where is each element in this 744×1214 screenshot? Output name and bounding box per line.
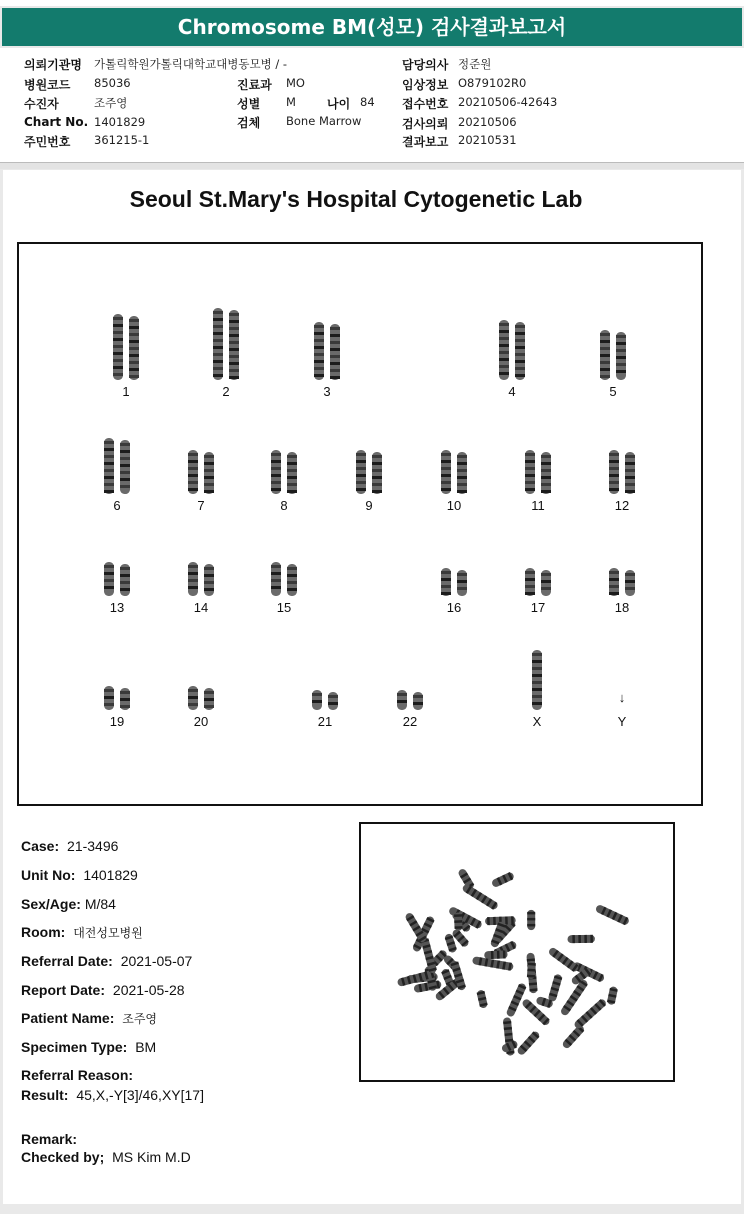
chromosome-label-12: 12: [614, 498, 630, 513]
room-label: Room:: [21, 924, 66, 940]
case-field: [21, 838, 118, 854]
karyogram-image: [19, 244, 701, 804]
report-title: Chromosome BM(성모) 검사결과보고서: [177, 15, 567, 39]
chromosome-22: [397, 690, 423, 710]
room-value: 대전성모병원: [73, 926, 143, 940]
hospital-code-label: 병원코드: [24, 78, 71, 92]
chromosome-17: [525, 568, 551, 596]
chromosome-21: [312, 690, 338, 710]
report-title-bar: [2, 8, 742, 46]
chromosome-label-X: X: [532, 714, 542, 729]
remark-field: [21, 1131, 77, 1147]
chromosome-20: [188, 686, 214, 710]
resident-no-value: 361215-1: [94, 133, 150, 147]
spread-chromosome: [559, 978, 588, 1016]
chromosome-11: [525, 450, 551, 494]
specimen-type-value: BM: [135, 1039, 157, 1055]
chromosome-label-8: 8: [280, 498, 288, 513]
referral-date-label: Referral Date:: [21, 953, 113, 969]
chromosome-label-15: 15: [276, 600, 292, 615]
checked-by-field: [21, 1149, 191, 1165]
department-label: 진료과: [237, 78, 272, 92]
spread-chromosome: [476, 989, 488, 1008]
spread-chromosome: [547, 946, 580, 973]
karyotype-report: [3, 170, 741, 1204]
chromosome-13: [104, 562, 130, 596]
chart-no-value: 1401829: [94, 115, 146, 129]
spread-chromosome: [527, 961, 536, 980]
chromosome-1: [113, 314, 139, 380]
result-value: 45,X,-Y[3]/46,XY[17]: [76, 1087, 204, 1103]
request-date-label: 검사의뢰: [402, 117, 449, 131]
chromosome-label-16: 16: [446, 600, 462, 615]
specimen-label: 검체: [237, 116, 261, 130]
doctor-label: 담당의사: [402, 58, 449, 72]
spread-chromosome: [548, 973, 563, 1002]
sex-age-label: Sex/Age:: [21, 896, 81, 912]
lab-title: Seoul St.Mary's Hospital Cytogenetic Lab: [129, 186, 583, 212]
patient-name-field: [21, 1010, 157, 1027]
karyogram-panel: [17, 242, 703, 806]
spread-chromosome: [505, 982, 527, 1018]
chromosome-label-2: 2: [222, 384, 230, 399]
chromosome-label-11: 11: [531, 498, 545, 513]
spread-chromosome: [484, 950, 508, 959]
chromosome-label-Y: Y: [617, 714, 627, 729]
section-divider: [0, 163, 744, 169]
spread-chromosome: [491, 871, 515, 888]
chromosome-label-14: 14: [193, 600, 209, 615]
patient-name-value: 조주영: [122, 1012, 158, 1026]
referral-date-value: 2021-05-07: [120, 953, 193, 969]
chromosome-4: [499, 320, 525, 380]
chromosome-15: [271, 562, 297, 596]
chromosome-10: [441, 450, 467, 494]
report-date-field: [21, 982, 185, 998]
request-date-value: 20210506: [458, 115, 517, 129]
chromosome-18: [609, 568, 635, 596]
receipt-no-label: 접수번호: [402, 97, 449, 111]
clinical-info-label: 임상정보: [402, 78, 449, 92]
chromosome-label-21: 21: [317, 714, 333, 729]
unit-no-value: 1401829: [83, 867, 138, 883]
spread-chromosome: [454, 912, 463, 931]
chromosome-X: [532, 650, 542, 710]
patient-name-label: Patient Name:: [21, 1010, 115, 1026]
spread-chromosome: [516, 1030, 541, 1056]
metaphase-spread-image: [361, 824, 673, 1080]
chromosome-12: [609, 450, 635, 494]
spread-chromosome: [607, 986, 619, 1005]
specimen-value: Bone Marrow: [286, 114, 362, 128]
chromosome-label-3: 3: [323, 384, 331, 399]
spread-chromosome: [527, 910, 535, 930]
doctor-value: 정준원: [458, 57, 492, 71]
referral-reason-label: Referral Reason:: [21, 1067, 134, 1083]
spread-chromosome: [573, 998, 608, 1030]
chromosome-label-6: 6: [113, 498, 121, 513]
chromosome-6: [104, 438, 130, 494]
spread-chromosome: [561, 1024, 585, 1050]
specimen-type-field: [21, 1039, 156, 1055]
chromosome-label-18: 18: [614, 600, 630, 615]
case-value: 21-3496: [67, 838, 119, 854]
age-label: 나이: [327, 97, 351, 111]
resident-no-label: 주민번호: [24, 135, 71, 149]
spread-chromosome: [595, 904, 630, 926]
chromosome-label-22: 22: [402, 714, 418, 729]
clinical-info-value: O879102R0: [458, 76, 527, 90]
chromosome-label-7: 7: [197, 498, 205, 513]
patient-value: 조주영: [94, 96, 128, 110]
top-strip: [0, 0, 744, 6]
chromosome-9: [356, 450, 382, 494]
metaphase-spread-panel: [359, 822, 675, 1082]
result-field: [21, 1087, 204, 1103]
unit-no-field: [21, 867, 138, 883]
chart-no-label: Chart No.: [24, 115, 89, 129]
sex-age-field: [21, 896, 116, 912]
chromosome-label-13: 13: [109, 600, 125, 615]
chromosome-label-5: 5: [609, 384, 617, 399]
chromosome-label-9: 9: [365, 498, 373, 513]
chromosome-3: [314, 322, 340, 380]
institution-value: 가톨릭학원가톨릭대학교대병동모병 / -: [94, 57, 288, 71]
chromosome-19: [104, 686, 130, 710]
checked-by-label: Checked by;: [21, 1149, 105, 1165]
report-date-label: 결과보고: [402, 135, 449, 149]
chromosome-8: [271, 450, 297, 494]
age-value: 84: [360, 95, 375, 109]
hospital-code-value: 85036: [94, 76, 131, 90]
specimen-type-label: Specimen Type:: [21, 1039, 128, 1055]
report-date-value-2: 2021-05-28: [112, 982, 185, 998]
chromosome-label-1: 1: [122, 384, 130, 399]
spread-chromosome: [567, 935, 595, 943]
chromosome-label-20: 20: [193, 714, 209, 729]
patient-info-panel: [0, 48, 744, 163]
case-label: Case:: [21, 838, 60, 854]
patient-label: 수진자: [24, 97, 59, 111]
result-label: Result:: [21, 1087, 69, 1103]
chromosome-label-4: 4: [508, 384, 516, 399]
y-missing-arrow-icon: ↓: [618, 690, 626, 705]
spread-chromosome: [461, 883, 499, 911]
report-date-label-2: Report Date:: [21, 982, 106, 998]
sex-value: M: [286, 95, 296, 109]
chromosome-14: [188, 562, 214, 596]
chromosome-label-19: 19: [109, 714, 125, 729]
spread-chromosome: [420, 937, 437, 974]
chromosome-5: [600, 330, 626, 380]
institution-label: 의뢰기관명: [24, 58, 82, 72]
sex-age-value: M/84: [84, 896, 116, 912]
remark-label: Remark:: [21, 1131, 78, 1147]
sex-label: 성별: [237, 97, 261, 111]
chromosome-2: [213, 308, 239, 380]
chromosome-16: [441, 568, 467, 596]
referral-reason-field: [21, 1067, 133, 1083]
chromosome-label-17: 17: [530, 600, 546, 615]
chromosome-7: [188, 450, 214, 494]
chromosome-label-10: 10: [446, 498, 462, 513]
receipt-no-value: 20210506-42643: [458, 95, 558, 109]
room-field: [21, 924, 143, 941]
checked-by-value: MS Kim M.D: [112, 1149, 191, 1165]
department-value: MO: [286, 76, 305, 90]
report-date-value: 20210531: [458, 133, 517, 147]
referral-date-field: [21, 953, 192, 969]
unit-no-label: Unit No:: [21, 867, 76, 883]
